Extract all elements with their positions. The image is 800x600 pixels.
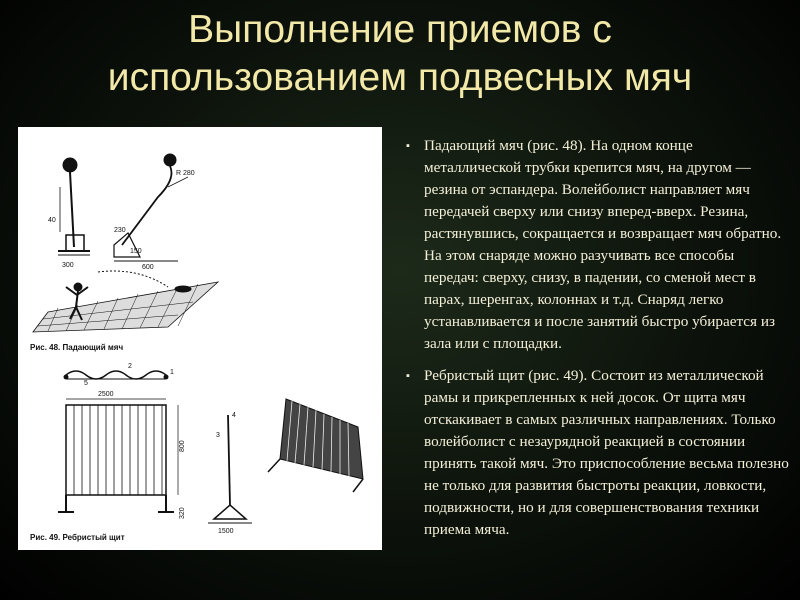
ribbed-shield-perspective [268, 399, 363, 492]
fig49-caption: Рис. 49. Ребристый щит [30, 533, 125, 542]
slide-title-line1: Выполнение приемов с [188, 8, 612, 51]
ribbed-shield-front [58, 391, 186, 519]
dim-230: 230 [114, 227, 126, 234]
label-2: 2 [128, 363, 132, 370]
dim-600: 600 [142, 264, 154, 271]
label-5: 5 [84, 380, 88, 387]
description-list [404, 135, 789, 551]
dim-2500: 2500 [98, 391, 114, 398]
bullet-text: Падающий мяч (рис. 48). На одном конце металлической трубки крепится мяч, на другом — резина от эспандера. Волейболист направляет мяч передачей сверху или снизу вперед-вверх. Резина, растянувшись, сокращается и возвращает мяч обратно. На этом снаряде можно разучивать все способы передач: сверху, снизу, в падении, со сменой мест в парах, шеренгах, колоннах и т.д. Снаряд легко устанавливается и после занятий быстро убирается из зала или с площадки. [424, 137, 782, 352]
ribbed-shield-side [208, 412, 252, 535]
bullet-icon: ▪ [406, 370, 410, 382]
dim-150: 150 [130, 248, 142, 255]
dim-300: 300 [62, 262, 74, 269]
equipment-figure [18, 127, 382, 550]
falling-ball-stand-front [48, 158, 90, 269]
bullet-ribbed-shield [404, 365, 789, 541]
label-4: 4 [232, 412, 236, 419]
bullet-icon: ▪ [406, 140, 410, 152]
dim-r280: R 280 [176, 170, 195, 177]
slide-title [0, 6, 800, 102]
ribbed-shield-profile [64, 363, 174, 387]
fig48-caption: Рис. 48. Падающий мяч [30, 343, 124, 352]
dim-800: 800 [179, 440, 186, 452]
player-on-court [33, 271, 218, 332]
label-3: 3 [216, 432, 220, 439]
label-1: 1 [170, 369, 174, 376]
equipment-drawing [18, 127, 382, 550]
bullet-falling-ball [404, 135, 789, 355]
dim-40: 40 [48, 217, 56, 224]
slide-title-line2: использованием подвесных мяч [107, 56, 693, 99]
falling-ball-stand-side [114, 154, 195, 271]
dim-1500: 1500 [218, 528, 234, 535]
dim-320: 320 [179, 507, 186, 519]
bullet-text: Ребристый щит (рис. 49). Состоит из металлической рамы и прикрепленных к ней досок. От щита мяч отскакивает в самых различных направлениях. Только волейболист с незаурядной реакцией в состоянии принять такой мяч. Это приспособление весьма полезно не только для развития быстроты реакции, ловкости, подвижности, но и для совершенствования техники приема мяча. [424, 367, 789, 538]
